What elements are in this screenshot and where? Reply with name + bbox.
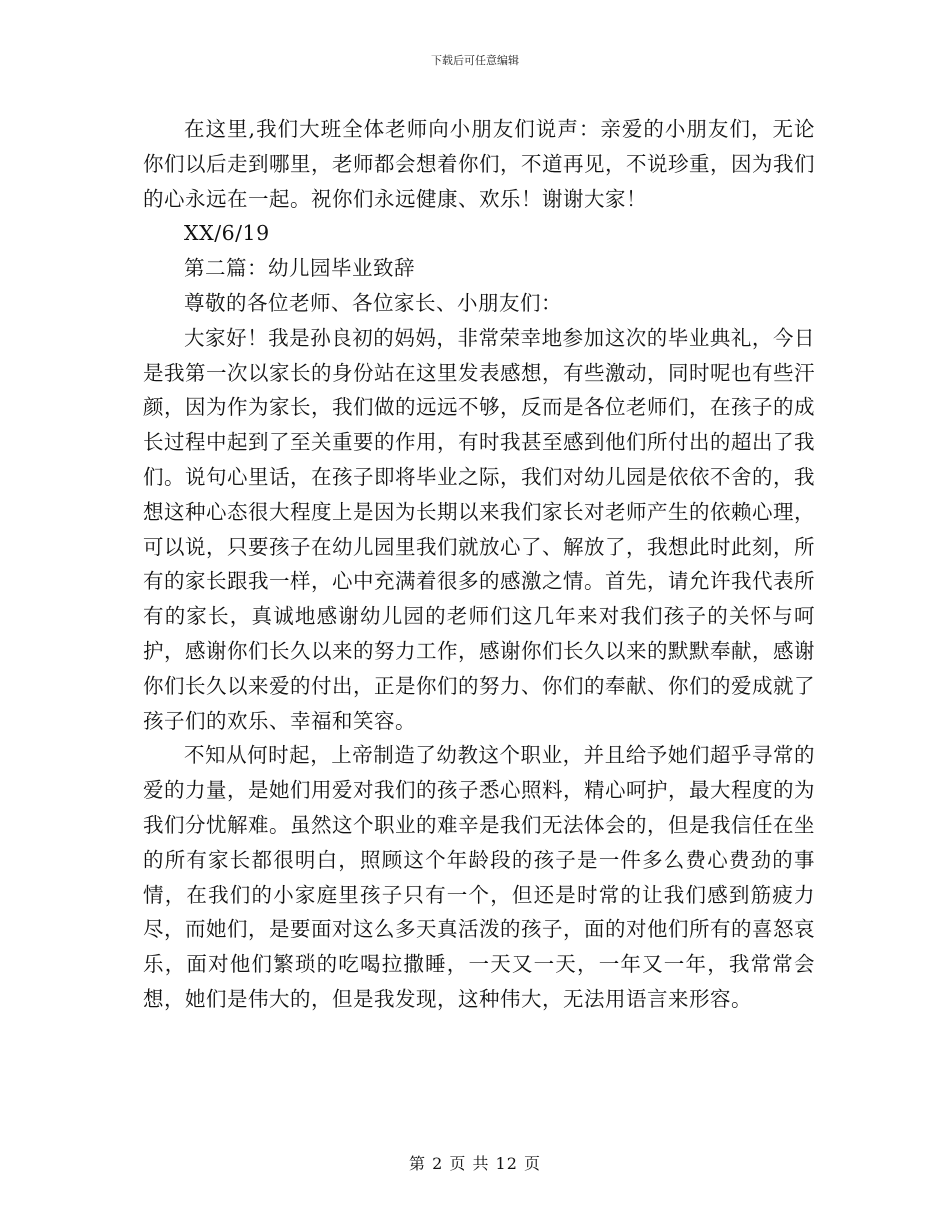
paragraph-speech-2: 不知从何时起，上帝制造了幼教这个职业，并且给予她们超乎寻常的爱的力量，是她们用爱对我们的孩子悉心照料，精心呵护，最大程度的为我们分忧解难。虽然这个职业的难辛是我们无法体会的，但是我信任在坐的所有家长都很明白，照顾这个年龄段的孩子是一件多么费心费劲的事情，在我们的小家庭里孩子只有一个，但还是时常的让我们感到筋疲力尽，而她们，是要面对这么多天真活泼的孩子，面的对他们所有的喜怒哀乐，面对他们繁琐的吃喝拉撒睡，一天又一天，一年又一年，我常常会想，她们是伟大的，但是我发现，这种伟大，无法用语言来形容。 <box>143 743 815 1011</box>
page-header-note: 下载后可任意编辑 <box>431 54 519 67</box>
paragraph-speech-1: 大家好！我是孙良初的妈妈，非常荣幸地参加这次的毕业典礼，今日是我第一次以家长的身份站在这里发表感想，有些激动，同时呢也有些汗颜，因为作为家长，我们做的远远不够，反而是各位老师们，在孩子的成长过程中起到了至关重要的作用，有时我甚至感到他们所付出的超出了我们。说句心里话，在孩子即将毕业之际，我们对幼儿园是依依不舍的，我想这种心态很大程度上是因为长期以来我们家长对老师产生的依赖心理，可以说，只要孩子在幼儿园里我们就放心了、解放了，我想此时此刻，所有的家长跟我一样，心中充满着很多的感激之情。首先，请允许我代表所有的家长，真诚地感谢幼儿园的老师们这几年来对我们孩子的关怀与呵护，感谢你们长久以来的努力工作，感谢你们长久以来的默默奉献，感谢你们长久以来爱的付出，正是你们的努力、你们的奉献、你们的爱成就了孩子们的欢乐、幸福和笑容。 <box>143 325 815 733</box>
document-body <box>143 112 815 1017</box>
salutation: 尊敬的各位老师、各位家长、小朋友们： <box>184 290 562 315</box>
paragraph-date: XX/6/19 <box>184 221 270 246</box>
page-number: 第 2 页 共 12 页 <box>409 1154 541 1173</box>
paragraph-closing-remarks: 在这里,我们大班全体老师向小朋友们说声：亲爱的小朋友们，无论你们以后走到哪里，老师都会想着你们，不道再见，不说珍重，因为我们的心永远在一起。祝你们永远健康、欢乐！谢谢大家！ <box>143 117 815 211</box>
section-title: 第二篇：幼儿园毕业致辞 <box>184 256 415 281</box>
